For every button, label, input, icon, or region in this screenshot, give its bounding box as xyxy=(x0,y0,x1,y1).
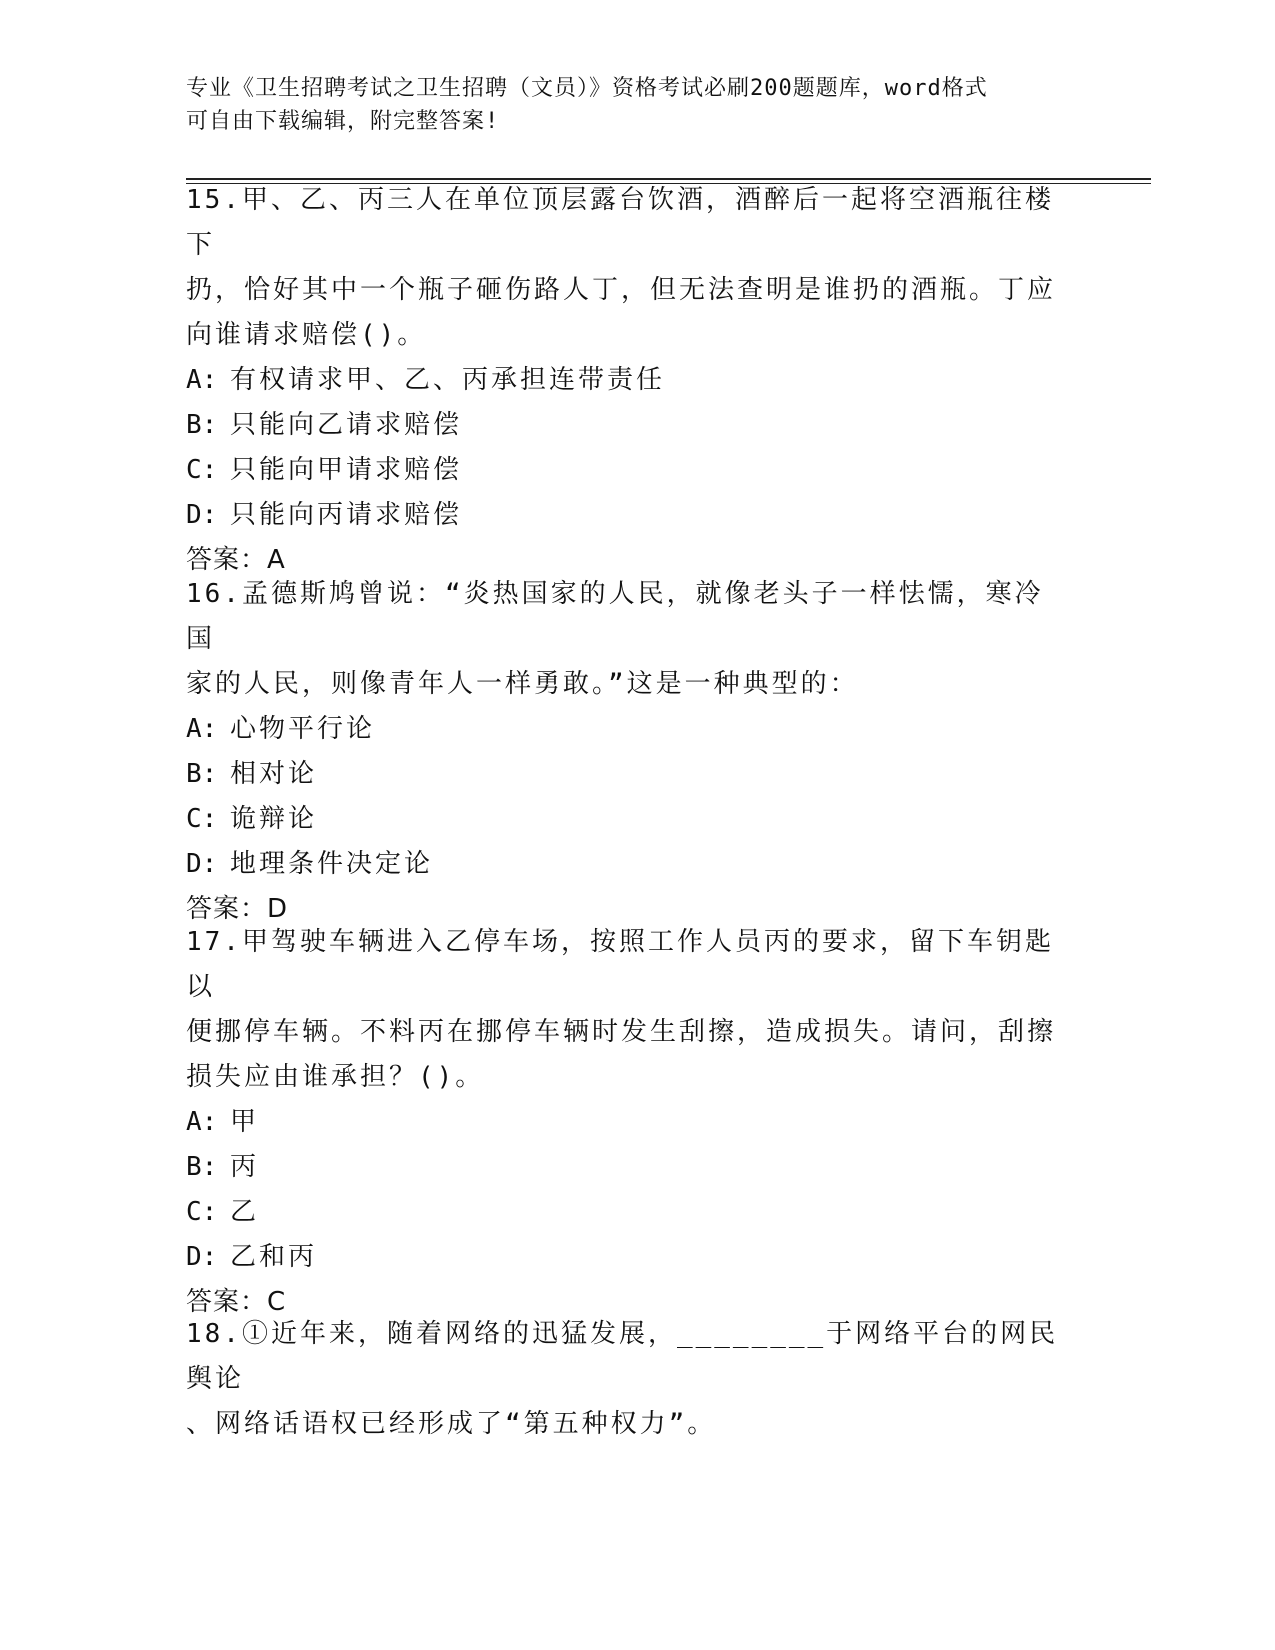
option-c xyxy=(186,1190,1066,1235)
option-letter: D: xyxy=(186,849,218,879)
answer-label: 答案： xyxy=(186,1287,268,1317)
option-letter: C: xyxy=(186,455,218,485)
question-text-line: 扔，恰好其中一个瓶子砸伤路人丁，但无法查明是谁扔的酒瓶。丁应 xyxy=(186,275,1057,305)
option-letter: B: xyxy=(186,410,218,440)
question-15 xyxy=(186,178,1066,583)
option-a xyxy=(186,1100,1066,1145)
option-text: 只能向甲请求赔偿 xyxy=(230,455,463,485)
question-text-line: 17.甲驾驶车辆进入乙停车场，按照工作人员丙的要求，留下车钥匙以 xyxy=(186,927,1054,1002)
question-18 xyxy=(186,1312,1066,1447)
option-d xyxy=(186,1235,1066,1280)
option-letter: C: xyxy=(186,804,218,834)
answer-value: A xyxy=(267,545,286,575)
header-line-2: 可自由下载编辑，附完整答案! xyxy=(186,109,500,134)
option-b xyxy=(186,403,1066,448)
option-text: 乙和丙 xyxy=(230,1242,318,1272)
option-text: 只能向乙请求赔偿 xyxy=(230,410,463,440)
option-c xyxy=(186,797,1066,842)
option-text: 乙 xyxy=(230,1197,260,1227)
option-a xyxy=(186,707,1066,752)
option-d xyxy=(186,842,1066,887)
answer-label: 答案： xyxy=(186,545,268,575)
option-text: 甲 xyxy=(230,1107,260,1137)
option-a xyxy=(186,358,1066,403)
option-letter: A: xyxy=(186,1107,218,1137)
option-text: 丙 xyxy=(230,1152,260,1182)
question-text-line: 18.①近年来，随着网络的迅猛发展，________于网络平台的网民舆论 xyxy=(186,1319,1059,1394)
option-letter: C: xyxy=(186,1197,218,1227)
answer-value: C xyxy=(267,1287,287,1317)
option-letter: D: xyxy=(186,1242,218,1272)
option-b xyxy=(186,752,1066,797)
option-text: 地理条件决定论 xyxy=(230,849,434,879)
option-b xyxy=(186,1145,1066,1190)
option-d xyxy=(186,493,1066,538)
question-text-line: 向谁请求赔偿()。 xyxy=(186,320,427,350)
question-16 xyxy=(186,572,1066,932)
header-line-1: 专业《卫生招聘考试之卫生招聘（文员）》资格考试必刷200题题库，word格式 xyxy=(186,76,988,101)
question-text-line: 16.孟德斯鸠曾说：“炎热国家的人民，就像老头子一样怯懦，寒冷国 xyxy=(186,579,1044,654)
option-text: 只能向丙请求赔偿 xyxy=(230,500,463,530)
question-text-line: 损失应由谁承担？()。 xyxy=(186,1062,485,1092)
answer-value: D xyxy=(267,894,289,924)
option-letter: A: xyxy=(186,714,218,744)
option-c xyxy=(186,448,1066,493)
option-text: 心物平行论 xyxy=(230,714,376,744)
option-text: 诡辩论 xyxy=(230,804,318,834)
option-text: 有权请求甲、乙、丙承担连带责任 xyxy=(230,365,666,395)
question-text-line: 便挪停车辆。不料丙在挪停车辆时发生刮擦，造成损失。请问，刮擦 xyxy=(186,1017,1057,1047)
document-header xyxy=(186,72,1066,138)
question-17 xyxy=(186,920,1066,1325)
option-text: 相对论 xyxy=(230,759,318,789)
question-text-line: 、网络话语权已经形成了“第五种权力”。 xyxy=(186,1409,717,1439)
option-letter: A: xyxy=(186,365,218,395)
option-letter: B: xyxy=(186,1152,218,1182)
option-letter: B: xyxy=(186,759,218,789)
option-letter: D: xyxy=(186,500,218,530)
question-text-line: 家的人民，则像青年人一样勇敢。”这是一种典型的： xyxy=(186,669,859,699)
answer-label: 答案： xyxy=(186,894,268,924)
question-text-line: 15.甲、乙、丙三人在单位顶层露台饮酒，酒醉后一起将空酒瓶往楼下 xyxy=(186,185,1054,260)
